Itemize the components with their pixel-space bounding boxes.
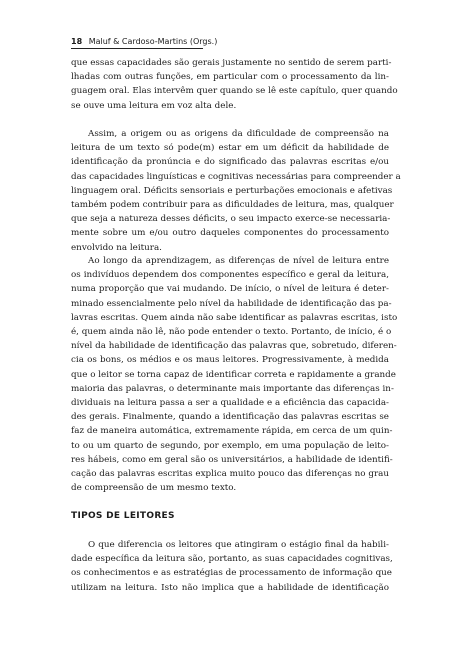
text-line: utilizam na leitura. Isto não implica que a habilidade de identificação xyxy=(71,582,389,593)
text-line: maioria das palavras, o determinante mais importante das diferenças in- xyxy=(71,383,394,394)
page-number: 18 xyxy=(71,37,83,46)
text-line: de compreensão de um mesmo texto. xyxy=(71,483,237,494)
paragraph-continued xyxy=(71,56,398,113)
text-line: lavras escritas. Quem ainda não sabe identificar as palavras escritas, isto xyxy=(71,312,398,323)
running-header xyxy=(71,37,217,47)
text-line: linguagem oral. Déficits sensoriais e perturbações emocionais e afetivas xyxy=(71,185,393,196)
text-line: identificação da pronúncia e do significado das palavras escritas e/ou xyxy=(71,157,389,168)
text-line: Assim, a origem ou as origens da dificuldade de compreensão na xyxy=(88,129,389,139)
text-line: minado essencialmente pelo nível da habilidade de identificação das pa- xyxy=(71,298,392,309)
text-line: das capacidades linguísticas e cognitivas necessárias para compreender a xyxy=(71,171,401,182)
text-line: mente sobre um e/ou outro daqueles componentes do processamento xyxy=(71,228,389,239)
text-line: os conhecimentos e as estratégias de processamento de informação que xyxy=(71,568,392,579)
text-line: cação das palavras escritas explica muito pouco das diferenças no grau xyxy=(71,469,389,480)
text-line: des gerais. Finalmente, quando a identificação das palavras escritas se xyxy=(71,412,389,423)
text-line: é, quem ainda não lê, não pode entender o texto. Portanto, de início, é o xyxy=(71,327,392,338)
text-line: se ouve uma leitura em voz alta dele. xyxy=(71,100,237,111)
text-line: que seja a natureza desses déficits, o seu impacto exerce-se necessaria- xyxy=(71,214,391,225)
text-line: dade específica da leitura são, portanto, as suas capacidades cognitivas, xyxy=(71,554,393,565)
running-title: Maluf & Cardoso-Martins (Orgs.) xyxy=(88,37,218,46)
text-line: Ao longo da aprendizagem, as diferenças de nível de leitura entre xyxy=(88,256,389,266)
section-heading: TIPOS DE LEITORES xyxy=(71,511,175,521)
text-line: envolvido na leitura. xyxy=(71,242,162,253)
text-line: to ou um quarto de segundo, por exemplo, em uma população de leito- xyxy=(71,440,389,451)
text-line: faz de maneira automática, extremamente rápida, em cerca de um quin- xyxy=(71,426,393,437)
text-line: lhadas com outras funções, em particular com o processamento da lin- xyxy=(71,72,389,83)
text-line: dividuais na leitura passa a ser a qualidade e a eficiência das capacida- xyxy=(71,398,389,409)
text-line: nível da habilidade de identificação das palavras que, sobretudo, diferen- xyxy=(71,341,397,352)
text-line: guagem oral. Elas intervêm quer quando se lê este capítulo, quer quando xyxy=(71,86,398,97)
text-line: leitura de um texto só pode(m) estar em um déficit da habilidade de xyxy=(71,143,389,154)
header-rule xyxy=(71,48,203,49)
text-line: que essas capacidades são gerais justamente no sentido de serem parti- xyxy=(71,58,392,68)
text-line: que o leitor se torna capaz de identificar correta e rapidamente a grande xyxy=(71,369,396,380)
text-line: os indivíduos dependem dos componentes específico e geral da leitura, xyxy=(71,270,389,281)
paragraph-origins xyxy=(71,127,401,255)
text-line: numa proporção que vai mudando. De início, o nível de leitura é deter- xyxy=(71,284,389,295)
text-line: res hábeis, como em geral são os universitários, a habilidade de identifi- xyxy=(71,454,393,465)
paragraph-learning xyxy=(71,254,398,495)
paragraph-reader-types xyxy=(71,538,393,595)
text-line: cia os bons, os médios e os maus leitores. Progressivamente, à medida xyxy=(71,355,389,366)
text-line: O que diferencia os leitores que atingiram o estágio final da habili- xyxy=(88,540,389,550)
text-line: também podem contribuir para as dificuldades de leitura, mas, qualquer xyxy=(71,200,394,211)
